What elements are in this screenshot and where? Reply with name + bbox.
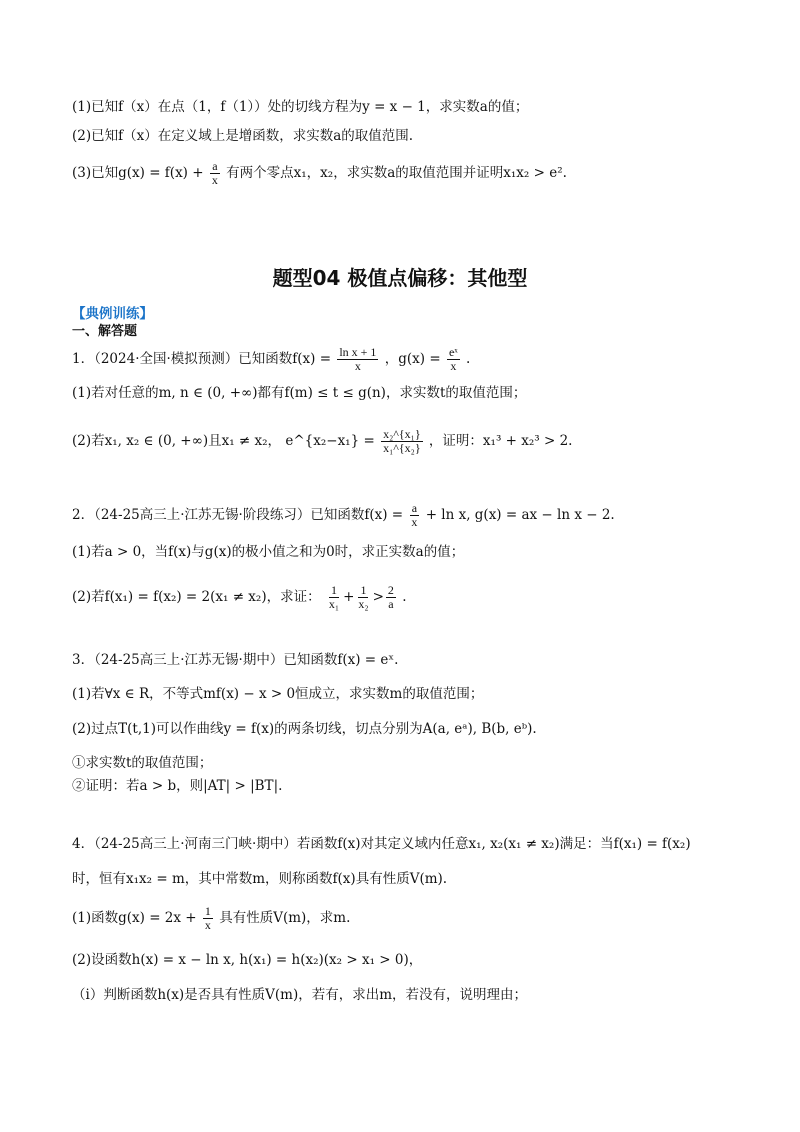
problem-1-fraction-g [447,346,460,373]
fraction-denominator: x₁^{x₂} [383,441,421,455]
fraction-numerator: 1 [330,583,337,597]
intro-q2: (2)已知f（x）在定义域上是增函数，求实数a的取值范围. [72,128,414,144]
intro-q3 [72,160,567,187]
subsection-heading: 一、解答题 [72,324,138,339]
problem-1-fraction-f [337,346,378,373]
fraction-numerator: 2 [387,583,394,597]
fraction-numerator: ln x + 1 [339,345,377,359]
fraction-denominator: x [354,359,361,373]
fraction-1-over-x2 [356,584,370,611]
fraction-numerator: eˣ [448,345,458,359]
fraction-numerator: a [212,159,218,173]
fraction-2-over-a [386,584,396,611]
problem-4-part-1 [72,905,350,932]
problem-2-part-2: (2)若f(x₁) = f(x₂) = 2(x₁ ≠ x₂)，求证： $\frac{1}{\text{x₁}}$ + $\frac{1}{\text{x₂}}$ > $\frac{2}{a}$ . [72,583,407,611]
problem-2-stem-post: + ln x, g(x) = ax − ln x − 2. [425,507,615,523]
fraction-numerator: a [411,501,418,515]
problem-4-stem-line2: 时，恒有x₁x₂ = m，其中常数m，则称函数f(x)具有性质V(m). [72,871,448,887]
problem-1-part-2-pre: (2)若x₁, x₂ ∈ (0, +∞)且x₁ ≠ x₂， [72,433,282,449]
intro-q3-post: 有两个零点x₁，x₂，求实数a的取值范围并证明x₁x₂ > e². [226,165,567,181]
problem-1-stem-pre: 1．（2024·全国·模拟预测）已知函数f(x) = [72,351,332,367]
problem-4-part-2i: （ⅰ）判断函数h(x)是否具有性质V(m)，若有，求出m，若没有，说明理由； [72,987,528,1003]
fraction-denominator: x [411,515,418,529]
problem-2-fraction [409,502,419,529]
problem-1-part-1: (1)若对任意的m, n ∈ (0, +∞)都有f(m) ≤ t ≤ g(n)，求实数t的取值范围； [72,385,527,401]
problem-2-stem [72,502,615,529]
problem-1-part-2 [72,428,572,455]
intro-q3-pre: (3)已知g(x) = f(x) + [72,165,204,181]
problem-4-part-1-post: 具有性质V(m)，求m. [219,910,351,926]
problem-1-stem-mid: ，g(x) = [384,351,441,367]
problem-2-part-1: (1)若a > 0，当f(x)与g(x)的极小值之和为0时，求正实数a的值； [72,544,465,560]
problem-1-part-2-mid: e^{x₂−x₁} = [285,433,375,449]
problem-4-part-2: (2)设函数h(x) = x − ln x, h(x₁) = h(x₂)(x₂ > x₁ > 0)， [72,952,423,968]
problem-3-part-2: (2)过点T(t,1)可以作曲线y = f(x)的两条切线，切点分别为A(a, eᵃ), B(b, eᵇ). [72,721,537,737]
fraction-numerator: 1 [204,904,211,918]
problem-3-part-1: (1)若∀x ∈ R，不等式mf(x) − x > 0恒成立，求实数m的取值范围； [72,686,484,702]
problem-1-stem-post: . [466,351,471,367]
fraction-denominator: x [450,359,457,373]
problem-2-part-2-pre: (2)若f(x₁) = f(x₂) = 2(x₁ ≠ x₂)，求证： [72,589,321,605]
problem-3-stem: 3．（24-25高三上·江苏无锡·期中）已知函数f(x) = eˣ. [72,652,399,668]
fraction-denominator: a [388,597,394,611]
section-title: 题型04 极值点偏移：其他型 [272,266,528,290]
section-tag: 【典例训练】 [72,306,153,322]
problem-1-stem [72,346,470,373]
fraction-denominator: x₂ [358,597,369,611]
intro-q3-fraction [210,160,220,187]
problem-3-part-2b: ②证明：若a > b，则|AT| > |BT|. [72,778,283,794]
problem-2-part-2-post: . [402,589,407,605]
fraction-numerator: x₂^{x₁} [383,427,421,441]
problem-2-stem-pre: 2．（24-25高三上·江苏无锡·阶段练习）已知函数f(x) = [72,507,404,523]
problem-1-part-2-post: ，证明：x₁³ + x₂³ > 2. [428,433,573,449]
fraction-numerator: 1 [360,583,367,597]
fraction-denominator: x [211,173,218,187]
fraction-denominator: x [204,918,211,932]
problem-1-part-2-fraction [381,428,423,455]
problem-4-part-1-pre: (1)函数g(x) = 2x + [72,910,197,926]
problem-4-fraction [203,905,213,932]
fraction-denominator: x₁ [328,597,340,611]
problem-4-stem: 4．（24-25高三上·河南三门峡·期中）若函数f(x)对其定义域内任意x₁, x₂(x₁ ≠ x₂)满足：当f(x₁) = f(x₂) [72,836,691,852]
intro-q1: (1)已知f（x）在点（1，f（1））处的切线方程为y = x − 1，求实数a的值； [72,99,529,115]
problem-3-part-2a: ①求实数t的取值范围； [72,755,213,771]
fraction-1-over-x1 [327,584,341,611]
